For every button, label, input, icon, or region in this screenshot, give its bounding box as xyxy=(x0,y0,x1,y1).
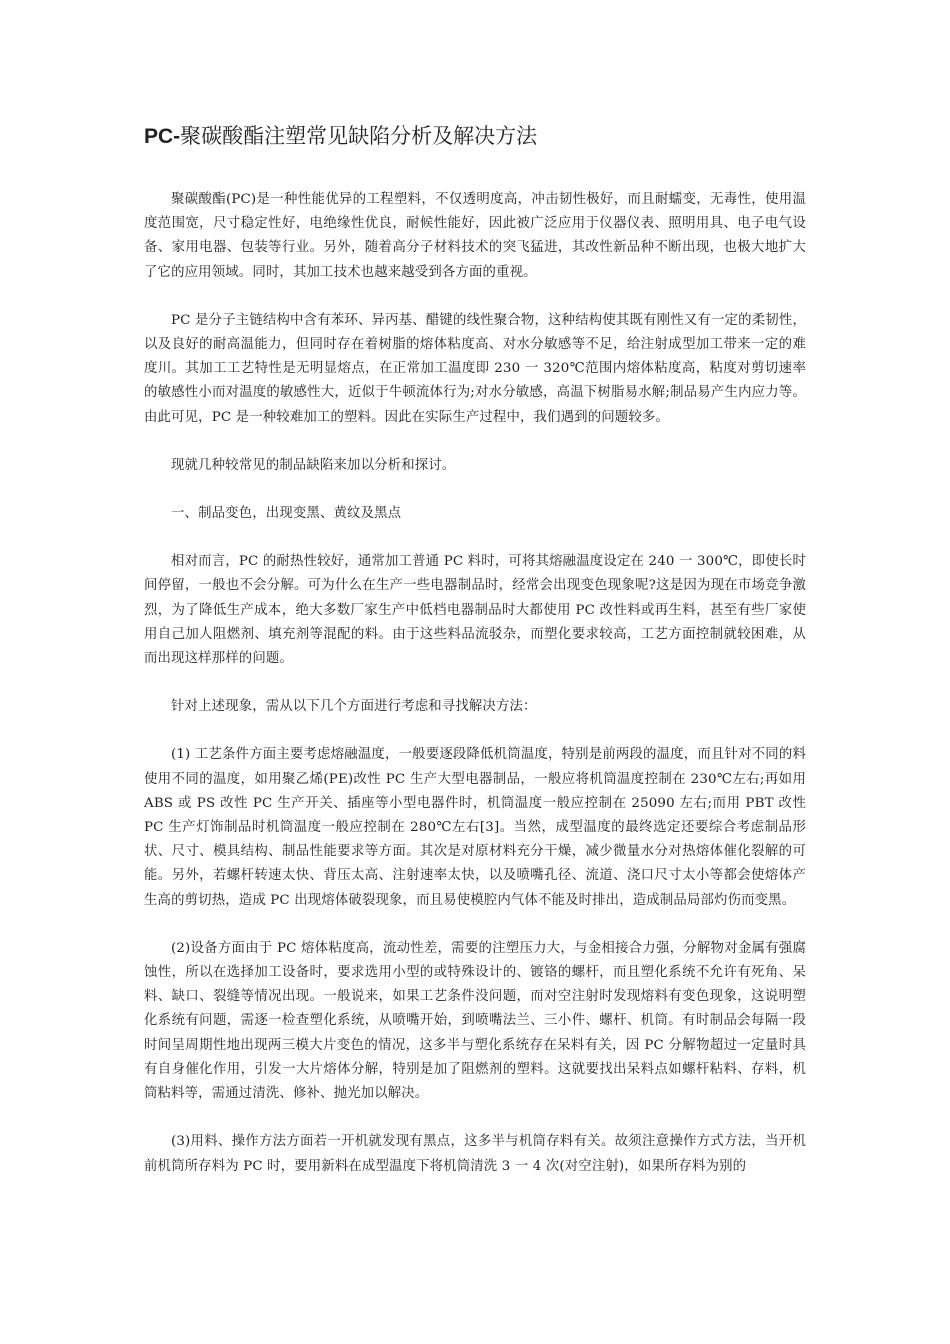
paragraph-heat-resistance: 相对而言，PC 的耐热性较好，通常加工普通 PC 料时，可将其熔融温度设定在 240 一 300℃，即使长时间停留，一般也不会分解。可为什么在生产一些电器制品时，经常会出现变色现象呢?这是因为现在市场竞争激烈，为了降低生产成本，绝大多数厂家生产中低档电器制品时大都使用 PC 改性料或再生料，甚至有些厂家使用自己加人阻燃剂、填充剂等混配的料。由于这些料品流驳杂，而塑化要求较高，工艺方面控制就较困难，从而出现这样那样的问题。 xyxy=(144,554,806,667)
section-heading-discoloration: 一、制品变色，出现变黑、黄纹及黑点 xyxy=(171,506,402,522)
document-title xyxy=(144,121,806,152)
paragraph-approach: 针对上述现象，需从以下几个方面进行考虑和寻找解决方法： xyxy=(171,699,537,715)
paragraph-materials-operation: (3)用料、操作方法方面若一开机就发现有黑点，这多半与机筒存料有关。故须注意操作方式方法，当开机前机筒所存料为 PC 时，要用新料在成型温度下将机筒清洗 3 一 4 次(对空注射)，如果所存料为别的 xyxy=(144,1134,806,1174)
paragraph-equipment: (2)设备方面由于 PC 熔体粘度高，流动性差，需要的注塑压力大，与金相接合力强，分解物对金属有强腐蚀性，所以在选择加工设备时，要求选用小型的或特殊设计的、镀铬的螺杆，而且塑化系统不允许有死角、呆料、缺口、裂缝等情况出现。一般说来，如果工艺条件没问题，而对空注射时发现熔料有变色现象，这说明塑化系统有问题，需逐一检查塑化系统，从喷嘴开始，到喷嘴法兰、三小件、螺杆、机筒。有时制品会每隔一段时间呈周期性地出现两三模大片变色的情况，这多半与塑化系统存在呆料有关，因 PC 分解物超过一定量时具有自身催化作用，引发一大片熔体分解，特别是加了阻燃剂的塑料。这就要找出呆料点如螺杆粘料、存料，机筒粘料等，需通过清洗、修补、抛光加以解决。 xyxy=(144,940,806,1102)
paragraph-transition: 现就几种较常见的制品缺陷来加以分析和探讨。 xyxy=(171,457,456,473)
paragraph-intro: 聚碳酸酯(PC)是一种性能优异的工程塑料，不仅透明度高，冲击韧性极好，而且耐蠕变，无毒性，使用温度范围宽，尺寸稳定性好，电绝缘性优良，耐候性能好，因此被广泛应用于仪器仪表、照明用具、电子电气设备、家用电器、包装等行业。另外，随着高分子材料技术的突飞猛进，其改性新品种不断出现，也极大地扩大了它的应用领域。同时，其加工技术也越来越受到各方面的重视。 xyxy=(144,192,806,280)
paragraph-structure: PC 是分子主链结构中含有苯环、异丙基、醋键的线性聚合物，这种结构使其既有刚性又有一定的柔韧性，以及良好的耐高温能力，但同时存在着树脂的熔体粘度高、对水分敏感等不足，给注射成型加工带来一定的难度川。其加工工艺特性是无明显熔点，在正常加工温度即 230 一 320℃范围内熔体粘度高，粘度对剪切速率的敏感性小而对温度的敏感性大，近似于牛顿流体行为;对水分敏感，高温下树脂易水解;制品易产生内应力等。由此可见，PC 是一种较难加工的塑料。因此在实际生产过程中，我们遇到的问题较多。 xyxy=(144,312,806,425)
document-body xyxy=(144,188,806,1203)
paragraph-process-conditions: (1) 工艺条件方面主要考虑熔融温度，一般要逐段降低机筒温度，特别是前两段的温度，而且针对不同的料使用不同的温度，如用聚乙烯(PE)改性 PC 生产大型电器制品，一般应将机筒温度控制在 230℃左右;再如用 ABS 或 PS 改性 PC 生产开关、插座等小型电器件时，机筒温度一般应控制在 25090 左右;而用 PBT 改性 PC 生产灯饰制品时机筒温度一般应控制在 280℃左右[3]。当然，成型温度的最终选定还要综合考虑制品形状、尺寸、模具结构、制品性能要求等方面。其次是对原材料充分干燥，减少微量水分对热熔体催化裂解的可能。另外，若螺杆转速太快、背压太高、注射速率太快，以及喷嘴孔径、流道、浇口尺寸太小等都会使熔体产生高的剪切热，造成 PC 出现熔体破裂现象，而且易使模腔内气体不能及时排出，造成制品局部灼伤而变黑。 xyxy=(144,747,806,908)
title-prefix: PC- xyxy=(144,125,181,148)
title-text: 聚碳酸酯注塑常见缺陷分析及解决方法 xyxy=(180,124,538,148)
